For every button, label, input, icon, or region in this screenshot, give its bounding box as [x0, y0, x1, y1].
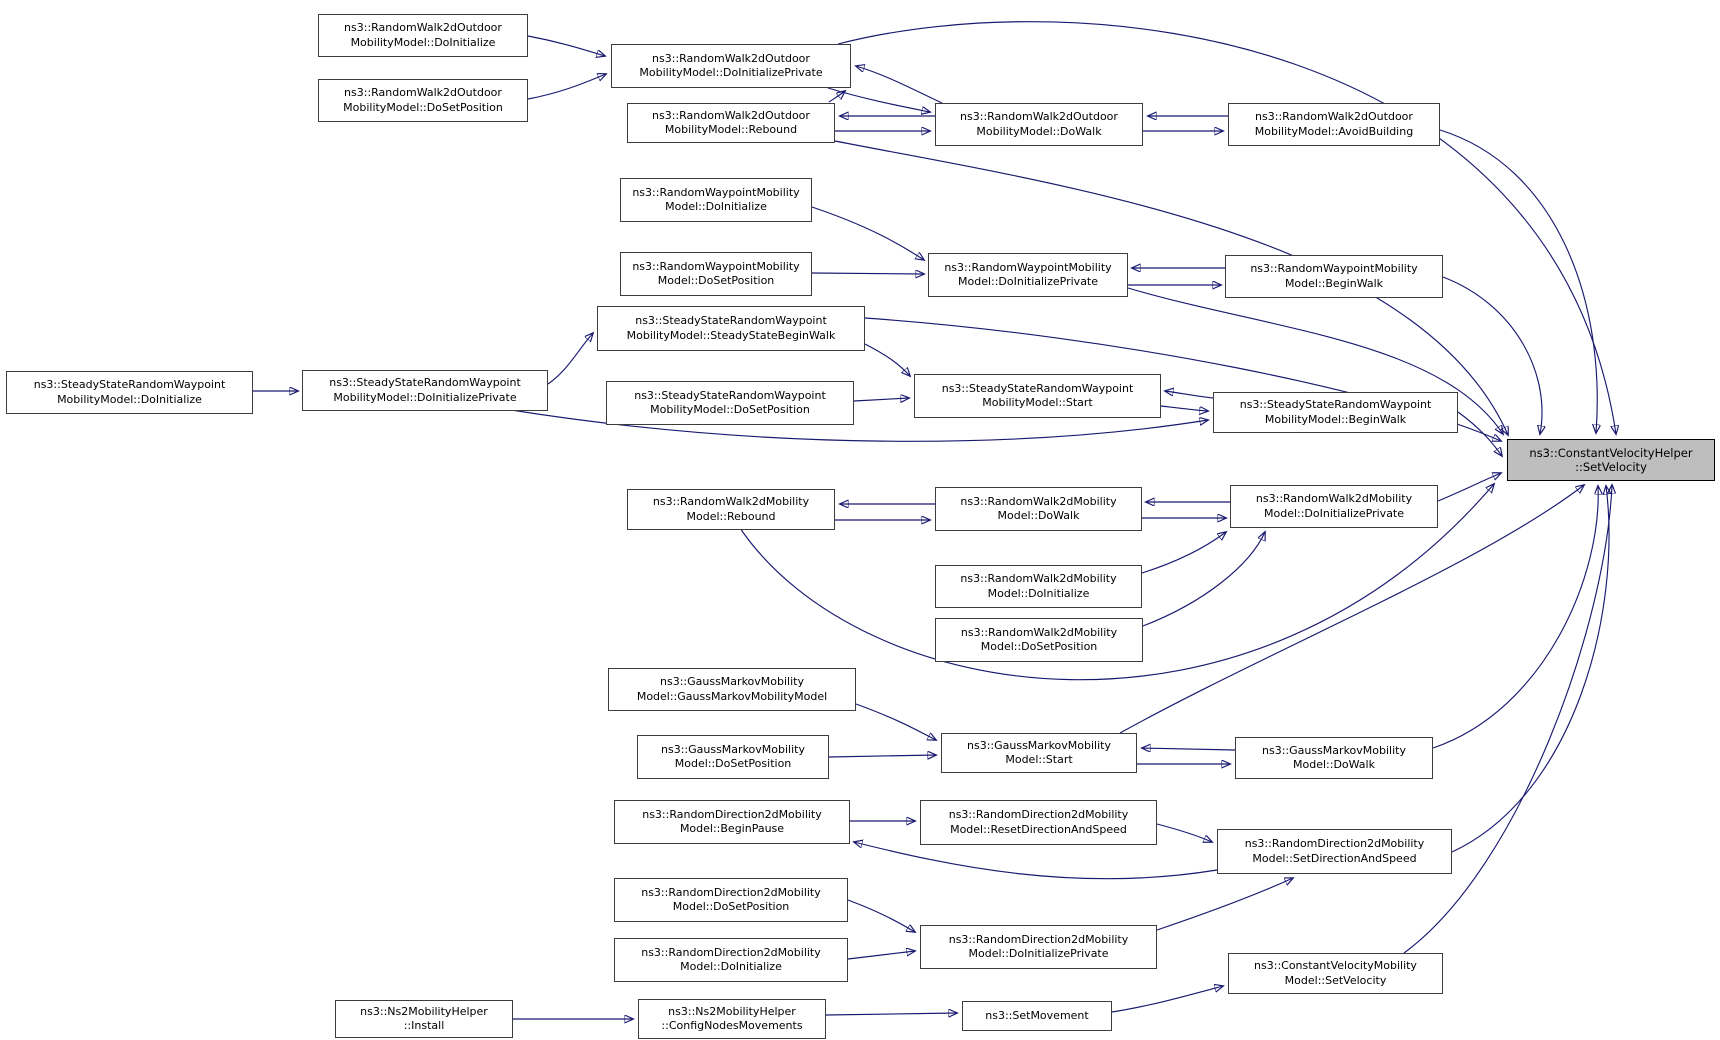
edge	[1404, 485, 1612, 953]
node-ns2-install[interactable]	[335, 1000, 513, 1038]
node-gm-constructor[interactable]	[608, 668, 856, 711]
node-label: ns3::RandomWalk2dOutdoor	[652, 108, 810, 122]
edge	[865, 344, 910, 376]
node-label: Model::ResetDirectionAndSpeed	[950, 822, 1127, 836]
node-rwp-doinitialize[interactable]	[620, 178, 812, 222]
node-rd2d-beginpause[interactable]	[614, 800, 850, 844]
edge	[812, 207, 924, 260]
node-label: Model::DoInitialize	[665, 200, 767, 213]
node-label: Model::DoSetPosition	[657, 274, 775, 287]
edge	[1142, 532, 1226, 573]
node-label: Model::Start	[1005, 753, 1073, 766]
node-label: Model::DoInitializePrivate	[957, 275, 1099, 288]
edge	[826, 1013, 957, 1015]
edge	[829, 755, 936, 757]
edge	[1112, 986, 1223, 1012]
node-label: ns3::RandomDirection2dMobility	[1244, 837, 1425, 850]
edge	[1157, 878, 1293, 930]
node-gm-start[interactable]	[941, 733, 1137, 773]
node-rd2d-doinitialize[interactable]	[614, 938, 848, 982]
edge	[854, 842, 1217, 879]
node-rwp-dosetposition[interactable]	[620, 252, 812, 296]
edge	[1165, 391, 1213, 398]
node-label: MobilityModel::BeginWalk	[1264, 412, 1407, 426]
node-label: Model::DoSetPosition	[672, 900, 790, 913]
node-label: Model::BeginPause	[679, 822, 785, 835]
node-label: MobilityModel::Start	[982, 396, 1093, 409]
node-label: Model::BeginWalk	[1284, 276, 1384, 290]
node-label: MobilityModel::Rebound	[664, 123, 798, 136]
node-label: ns3::SteadyStateRandomWaypoint	[329, 376, 521, 389]
node-label: ns3::RandomWalk2dOutdoor	[960, 110, 1118, 123]
edge	[838, 22, 1616, 434]
edge	[854, 398, 909, 401]
node-label: MobilityModel::DoInitialize	[57, 392, 202, 406]
node-label: MobilityModel::SteadyStateBeginWalk	[626, 328, 836, 342]
node-label: MobilityModel::DoWalk	[976, 124, 1102, 138]
node-label: ns3::GaussMarkovMobility	[660, 675, 804, 688]
node-rw2d-doinitialize[interactable]	[935, 565, 1142, 608]
edge	[848, 900, 915, 932]
node-label: ::ConfigNodesMovements	[661, 1019, 803, 1032]
node-label: Model::GaussMarkovMobilityModel	[636, 689, 828, 703]
node-rw2o-dowalk[interactable]	[935, 103, 1143, 146]
node-label: ns3::RandomWalk2dOutdoor	[344, 86, 502, 99]
node-label: ns3::Ns2MobilityHelper	[360, 1004, 488, 1018]
node-label: ns3::SteadyStateRandomWaypoint	[635, 314, 827, 327]
node-label: ns3::RandomWaypointMobility	[632, 185, 800, 199]
node-cvmm-setvelocity[interactable]	[1228, 953, 1443, 994]
edge	[848, 951, 915, 959]
node-label: ns3::SteadyStateRandomWaypoint	[941, 381, 1134, 395]
node-label: MobilityModel::DoSetPosition	[343, 100, 503, 114]
edge	[829, 91, 845, 102]
node-label: Model::DoInitializePrivate	[968, 947, 1109, 960]
node-label: ns3::RandomDirection2dMobility	[948, 808, 1129, 821]
edge	[548, 333, 593, 384]
edge	[1157, 824, 1212, 842]
node-label: ::SetVelocity	[1575, 460, 1647, 474]
node-label: ns3::Ns2MobilityHelper	[668, 1004, 796, 1018]
node-label: Model::SetDirectionAndSpeed	[1252, 851, 1417, 865]
node-label: ns3::RandomDirection2dMobility	[642, 807, 822, 821]
node-rd2d-setdirectionandspeed[interactable]	[1217, 829, 1452, 874]
node-label: Model::DoSetPosition	[674, 757, 792, 770]
node-rd2d-doinitializeprivate[interactable]	[920, 925, 1157, 969]
edge	[1440, 130, 1597, 433]
edge	[1142, 748, 1235, 750]
node-label: ns3::RandomWaypointMobility	[632, 259, 800, 273]
node-label: Model::DoWalk	[1293, 758, 1375, 771]
edge	[1452, 486, 1609, 852]
node-sswp-steadystatebeginwalk[interactable]	[597, 306, 865, 351]
node-label: Model::DoInitializePrivate	[1263, 506, 1405, 520]
node-rw2d-dosetposition[interactable]	[935, 618, 1143, 662]
node-label: ns3::GaussMarkovMobility	[967, 738, 1111, 752]
node-rw2o-doinitialize[interactable]	[318, 14, 528, 57]
node-label: ns3::RandomWalk2dMobility	[960, 572, 1117, 585]
node-rwp-doinitializeprivate[interactable]	[928, 253, 1128, 297]
node-ns2-confignodesmovements[interactable]	[638, 999, 826, 1039]
node-label: ns3::RandomWalk2dMobility	[652, 495, 810, 508]
node-label: Model::SetVelocity	[1284, 973, 1387, 987]
node-label: ns3::RandomWalk2dOutdoor	[652, 51, 810, 65]
node-label: ns3::GaussMarkovMobility	[1262, 743, 1406, 757]
node-label: ns3::ConstantVelocityHelper	[1529, 445, 1693, 460]
node-sswp-dosetposition[interactable]	[606, 381, 854, 425]
node-sswp-start[interactable]	[914, 374, 1161, 418]
node-label: ns3::RandomWalk2dMobility	[1255, 492, 1413, 505]
node-rw2o-dosetposition[interactable]	[318, 79, 528, 122]
node-rwp-beginwalk[interactable]	[1225, 255, 1443, 298]
node-label: ns3::RandomDirection2dMobility	[641, 885, 821, 899]
node-rw2d-doinitializeprivate[interactable]	[1230, 485, 1438, 528]
node-label: Model::DoInitialize	[680, 960, 782, 973]
edge	[856, 66, 942, 103]
edge	[528, 74, 606, 99]
node-rw2d-rebound[interactable]	[627, 489, 835, 530]
node-label: ns3::ConstantVelocityMobility	[1254, 959, 1417, 972]
node-cvh-setvelocity-target[interactable]	[1507, 439, 1715, 481]
edge	[1458, 412, 1502, 456]
edge	[1433, 486, 1598, 748]
node-rw2o-avoidbuilding[interactable]	[1228, 103, 1440, 146]
node-setmovement[interactable]	[962, 1001, 1112, 1031]
node-label: MobilityModel::DoInitializePrivate	[639, 66, 823, 79]
node-label: ns3::RandomWalk2dOutdoor	[1255, 110, 1413, 123]
node-label: ns3::SetMovement	[985, 1008, 1089, 1022]
node-sswp-beginwalk[interactable]	[1213, 392, 1458, 433]
node-label: ns3::RandomWalk2dMobility	[960, 494, 1117, 508]
node-sswp-doinitialize[interactable]	[6, 371, 253, 414]
node-rw2o-rebound[interactable]	[627, 103, 835, 143]
edge	[1161, 406, 1208, 411]
node-label: Model::Rebound	[686, 509, 776, 523]
node-label: ns3::RandomDirection2dMobility	[948, 932, 1129, 946]
edge	[528, 36, 605, 56]
node-label: ns3::SteadyStateRandomWaypoint	[634, 388, 826, 402]
node-label: ns3::SteadyStateRandomWaypoint	[1239, 398, 1432, 411]
node-label: Model::DoSetPosition	[980, 640, 1098, 653]
node-label: ns3::RandomWaypointMobility	[944, 260, 1112, 274]
node-label: Model::DoInitialize	[987, 586, 1090, 600]
node-gm-dosetposition[interactable]	[637, 735, 829, 779]
node-label: ::Install	[403, 1019, 445, 1032]
node-label: ns3::RandomWalk2dOutdoor	[344, 21, 502, 34]
node-label: Model::DoWalk	[997, 509, 1080, 522]
edge	[812, 273, 924, 274]
node-label: ns3::RandomWalk2dMobility	[960, 625, 1118, 639]
node-label: ns3::GaussMarkovMobility	[661, 742, 805, 756]
node-label: MobilityModel::DoInitializePrivate	[333, 390, 517, 404]
node-label: ns3::SteadyStateRandomWaypoint	[33, 378, 226, 391]
node-sswp-doinitializeprivate[interactable]	[302, 370, 548, 411]
node-gm-dowalk[interactable]	[1235, 737, 1433, 779]
node-label: MobilityModel::DoSetPosition	[650, 403, 810, 416]
node-label: MobilityModel::DoInitialize	[350, 35, 496, 49]
node-rw2d-dowalk[interactable]	[935, 487, 1142, 531]
edge	[856, 704, 936, 740]
node-rw2o-doinitializeprivate[interactable]	[611, 44, 851, 88]
node-label: MobilityModel::AvoidBuilding	[1254, 124, 1414, 138]
node-label: ns3::RandomWaypointMobility	[1250, 262, 1418, 275]
node-label: ns3::RandomDirection2dMobility	[641, 945, 821, 959]
node-rd2d-dosetposition[interactable]	[614, 878, 848, 922]
node-rd2d-resetdirectionandspeed[interactable]	[920, 800, 1157, 845]
